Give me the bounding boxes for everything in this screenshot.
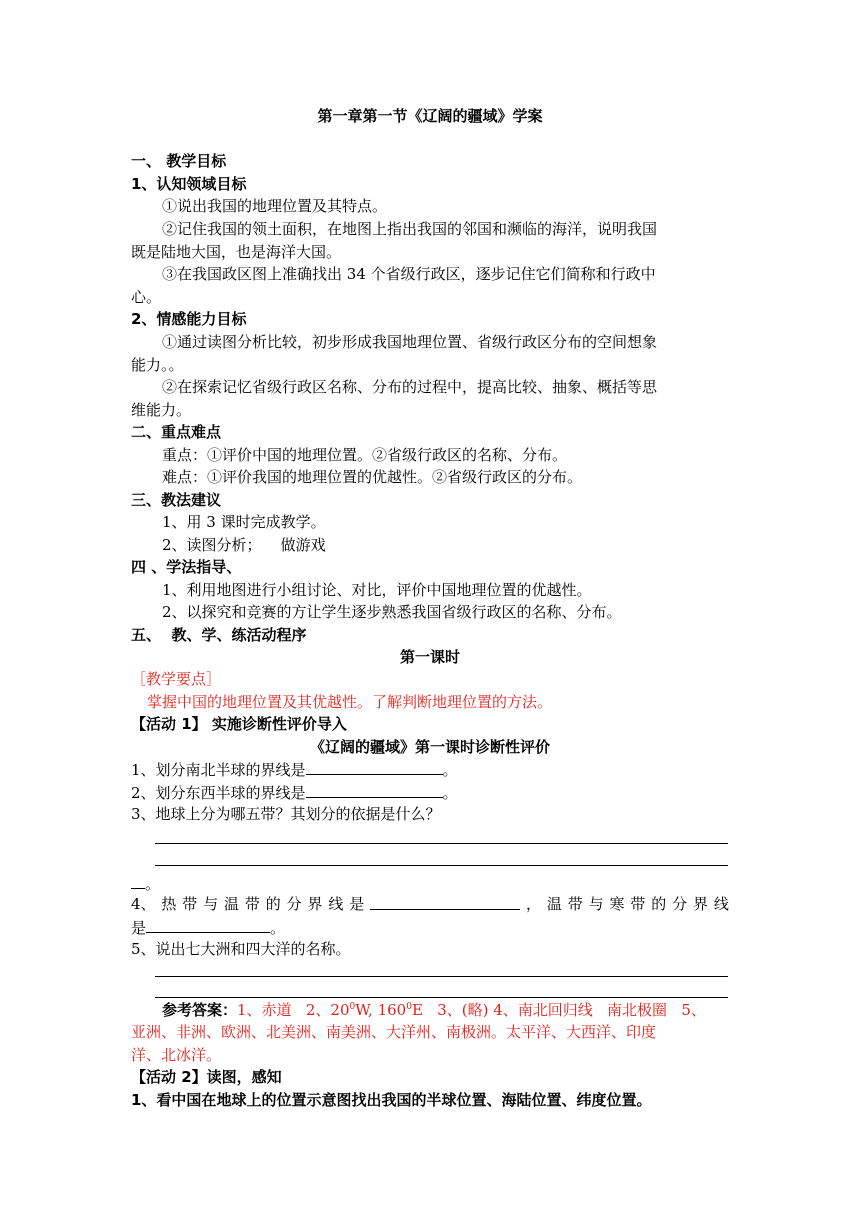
subheading-cognitive: 1、认知领域目标: [131, 175, 247, 193]
paragraph: 难点：①评价我国的地理位置的优越性。②省级行政区的分布。: [162, 468, 583, 486]
section-heading-key-points: 二、重点难点: [131, 423, 222, 441]
answer-key-label: 参考答案：: [162, 1001, 238, 1019]
document-title: 第一章第一节《辽阔的疆域》学案: [317, 107, 543, 125]
quiz-question-1: 1、划分南北半球的界线是 。: [131, 761, 458, 779]
quiz-question-4: 4、 热 带 与 温 带 的 分 界 线 是 ， 温 带 与 寒 带 的 分 界 线: [131, 895, 729, 913]
paragraph: ①说出我国的地理位置及其特点。: [162, 197, 388, 215]
answer-key-cont: 洋、北冰洋。: [131, 1046, 222, 1064]
answer-key-cont: 亚洲、非洲、欧洲、北美洲、南美洲、大洋州、南极洲。太平洋、大西洋、印度: [131, 1023, 657, 1041]
paragraph: 2、读图分析； 做游戏: [162, 536, 326, 554]
quiz-question-3-end: 。: [131, 873, 160, 894]
answer-line[interactable]: [155, 976, 728, 977]
section-heading-activities: 五、 教、学、练活动程序: [131, 626, 307, 644]
quiz-question-2: 2、划分东西半球的界线是 。: [131, 784, 458, 802]
answer-blank[interactable]: [131, 873, 145, 889]
section-heading-objectives: 一、 教学目标: [131, 152, 227, 170]
paragraph: ②记住我国的领土面积，在地图上指出我国的邻国和濒临的海洋，说明我国: [162, 220, 658, 238]
paragraph: 心。: [131, 288, 162, 306]
paragraph: ①通过读图分析比较，初步形成我国地理位置、省级行政区分布的空间想象: [162, 333, 658, 351]
answer-blank[interactable]: [370, 894, 520, 910]
answer-line[interactable]: [155, 997, 728, 998]
answer-blank[interactable]: [146, 917, 270, 933]
answer-line[interactable]: [155, 843, 728, 844]
paragraph: 重点：①评价中国的地理位置。②省级行政区的名称、分布。: [162, 446, 568, 464]
lesson-heading: 第一课时: [399, 648, 460, 666]
activity-2-heading: 【活动 2】读图，感知: [131, 1068, 282, 1086]
section-heading-teaching-methods: 三、教法建议: [131, 491, 222, 509]
activity-2-question-1: 1、看中国在地球上的位置示意图找出我国的半球位置、海陆位置、纬度位置。: [131, 1091, 652, 1109]
paragraph: 1、用 3 课时完成教学。: [162, 513, 326, 531]
quiz-question-3: 3、地球上分为哪五带？其划分的依据是什么？: [131, 805, 441, 823]
quiz-question-5: 5、说出七大洲和四大洋的名称。: [131, 940, 351, 958]
key-points-text: 掌握中国的地理位置及其优越性。了解判断地理位置的方法。: [147, 693, 553, 711]
subheading-affective: 2、情感能力目标: [131, 310, 247, 328]
quiz-title: 《辽阔的疆域》第一课时诊断性评价: [309, 738, 550, 756]
answer-key: 参考答案：1、赤道 2、$20^0W$, $160^0E$ 3、(略) 4、南北回归线 南北极圈 5、: [162, 1001, 706, 1019]
activity-1-heading: 【活动 1】 实施诊断性评价导入: [131, 715, 347, 733]
key-points-label: ［教学要点］: [131, 670, 222, 688]
paragraph: 既是陆地大国，也是海洋大国。: [131, 243, 342, 261]
quiz-question-4-cont: 是 。: [131, 919, 286, 937]
answer-blank[interactable]: [306, 782, 443, 798]
answer-blank[interactable]: [306, 759, 443, 775]
answer-line[interactable]: [155, 865, 728, 866]
paragraph: 维能力。: [131, 401, 192, 419]
paragraph: ③在我国政区图上准确找出 34 个省级行政区，逐步记住它们简称和行政中: [162, 265, 656, 283]
paragraph: 1、利用地图进行小组讨论、对比，评价中国地理位置的优越性。: [162, 581, 592, 599]
section-heading-study-guide: 四 、学法指导、: [131, 558, 242, 576]
paragraph: 能力。。: [131, 356, 184, 374]
paragraph: 2、以探究和竞赛的方让学生逐步熟悉我国省级行政区的名称、分布。: [162, 603, 622, 621]
paragraph: ②在探索记忆省级行政区名称、分布的过程中，提高比较、抽象、概括等思: [162, 378, 658, 396]
